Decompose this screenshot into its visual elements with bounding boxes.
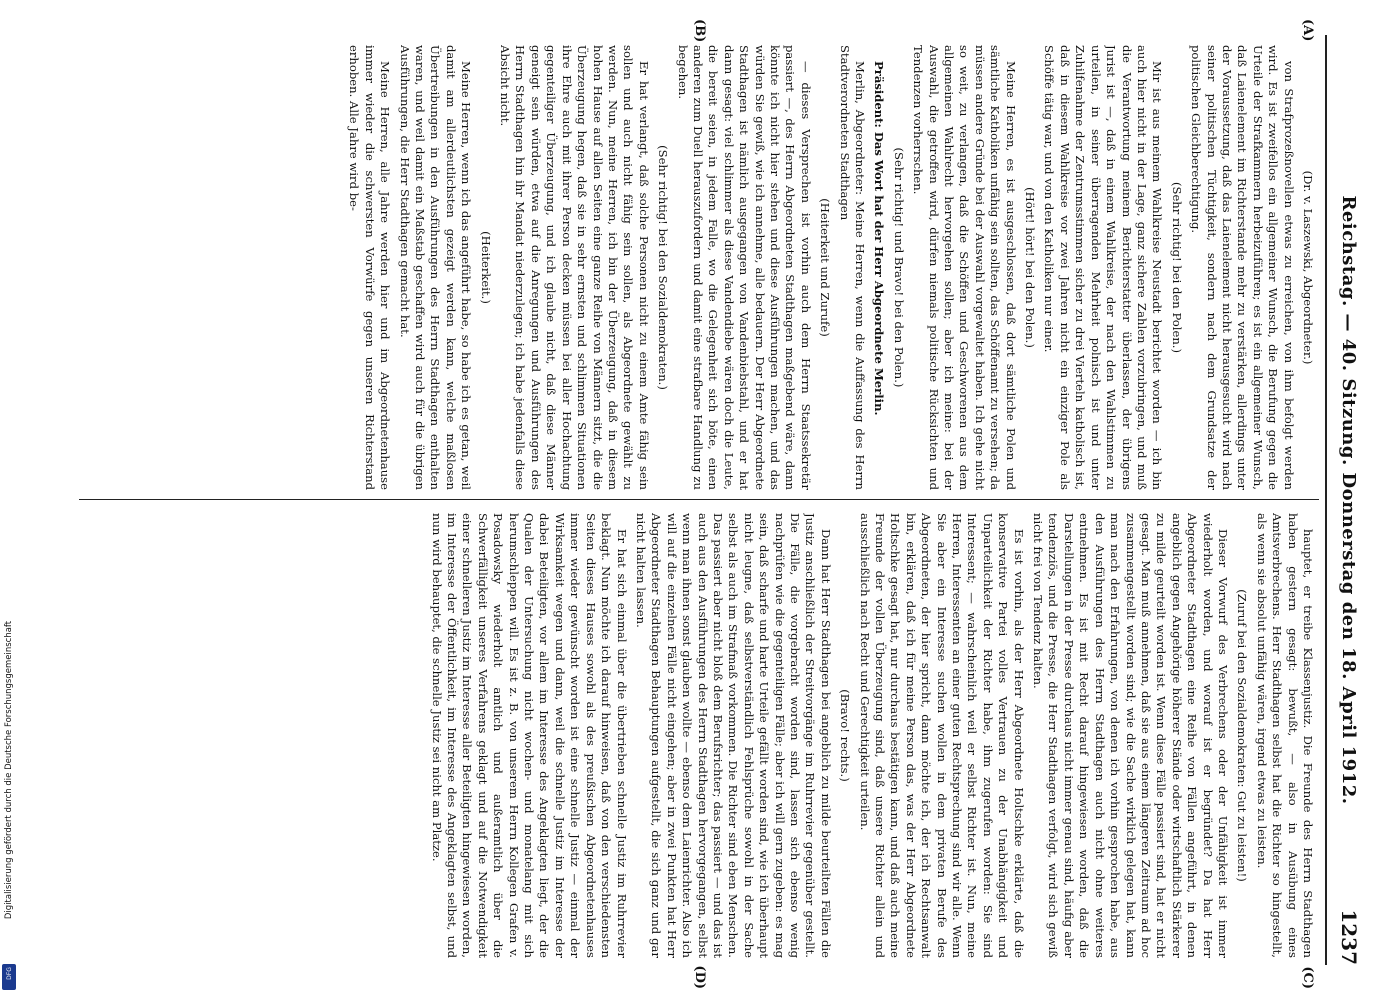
page-number: 1237 xyxy=(1336,909,1361,965)
left-column xyxy=(75,45,1315,490)
paragraph: Er hat sich einmal über die übertrieben schnelle Justiz im Ruhrrevier beklagt. Nun möchte ich darauf hinweisen, daß von den verschiedensten Seiten dieses Hauses sowohl als des preußischen Abgeordnetenhauses immer wieder gewünscht worden ist eine schnelle Justiz — einmal der Wirksamkeit wegen und dann, weil die schnelle Justiz im Interesse der dabei Beteiligten, vor allem im Interesse des Angeklagten liegt, der die Qualen der Untersuchung nicht wochen- und monatelang mit sich herumschleppen will. Es ist z. B. von unserem Herrn Kollegen Grafen v. Posadowsky wiederholt amtlich und außeramtlich über die Schwerfälligkeit unseres Verfahrens geklagt und auf die Notwendigkeit einer schnelleren Justiz im Interesse aller Beteiligten hingewiesen worden, im Interesse der Öffentlichkeit, im Interesse des Angeklagten selbst, und nun wird behauptet, die schnelle Justiz sei nicht am Platze. xyxy=(429,513,629,958)
margin-marker-c: (C) xyxy=(1299,966,1315,989)
column-divider xyxy=(79,499,1319,500)
paragraph: hauptet, er treibe Klassenjustiz. Die Freunde des Herrn Stadthagen haben gestern gesagt: bewußt, — also in Ausübung eines Amtsverbrechens. Herr Stadthagen selbst hat die Richter so hingestellt, als wenn sie absolut unfähig wären, irgend etwas zu leisten. xyxy=(1254,513,1315,958)
interjection: (Hört! hört! bei den Polen.) xyxy=(1022,187,1037,348)
paragraph: Mir ist aus meinem Wahlkreise Neustadt berichtet worden — ich bin auch hier nicht in der Lage, ganz sichere Zahlen vorzubringen, und muß die Verantwortung meinem Berichterstatter überlassen, der übrigens Jurist ist —, daß in einem Wahlkreise, der nach den Wahlstimmen zu urteilen, in seiner überragenden Mehrheit polnisch ist und unter Zuhilfenahme der Zentrumsstimmen sicher zu drei Vierteln katholisch ist, daß in diesem Wahlkreise vor zwei Jahren nicht ein einziger Pole als Schöffe tätig war, und von den Katholiken nur einer. xyxy=(1042,45,1164,490)
paragraph: Meine Herren, wenn ich das angeführt habe, so habe ich es getan, weil damit am allerdeutlichsten gezeigt werden kann, welche maßlosen Übertreibungen in den Ausführungen des Herrn Stadthagen enthalten waren, und weil damit ein Maßstab geschaffen wird auch für die übrigen Ausführungen, die Herr Stadthagen gemacht hat. xyxy=(397,45,473,490)
interjection: (Sehr richtig! bei den Polen.) xyxy=(1169,181,1184,354)
right-column xyxy=(75,513,1315,958)
page-header xyxy=(1327,35,1361,965)
header-title: Reichstag. — 40. Sitzung. Donnerstag den 18. April 1912. xyxy=(1337,195,1359,805)
paragraph: — dieses Versprechen ist vorhin auch dem Herrn Staatssekretär passiert —, des Herrn Abgeordneten Stadthagen maßgebend wäre, dann könnte ich nicht hier stehen und diese Ausführungen machen, und das würden Sie gewiß, wie ich annehme, alle bedauern. Der Herr Abgeordnete Stadthagen ist nämlich ausgegangen von Vandenbiebstahl, und er hat dann gesagt: viel schlimmer als diese Vandendiebe wären doch die Leute, die bereit seien, in jedem Falle, wo die Gelegenheit sich böte, einen anderen zum Duell herauszufordern und damit eine strafbare Handlung zu begehen. xyxy=(675,45,813,490)
logo-label: DFG xyxy=(5,967,13,980)
paragraph: Meine Herren, es ist ausgeschlossen, daß dort sämtliche Polen und sämtliche Katholiken unfähig sein sollten, das Schöffenamt zu versehen; da müssen andere Gründe bei der Auswahl vorgewaltet haben. Ich gehe nicht so weit, zu verlangen, daß die Schöffen und Geschworenen aus dem allgemeinen Wahlrecht hervorgehen sollen; aber ich meine: bei der Auswahl, die getroffen wird, dürfen niemals politische Rücksichten und Tendenzen vorherrschen. xyxy=(910,45,1018,490)
paragraph: Dann hat Herr Stadthagen bei angeblich zu milde beurteilten Fällen die Justiz anschließlich der Streitvorgänge im Ruhrrevier gegenüber gestellt. Die Fälle, die vorgebracht worden sind, lassen sich ebenso wenig nachprüfen wie die gegenteiligen Fälle; aber ich will gern zugeben: es mag sein, daß scharfe und harte Urteile gefällt worden sind, wie ich überhaupt nicht leugne, daß selbstverständlich Fehlsprüche sowohl in der Sache selbst als auch im Strafmaß vorkommen. Die Richter sind eben Menschen. Das passiert aber nicht bloß dem Berufsrichter; das passiert — und das ist auch aus den Ausführungen des Herrn Stadthagen hervorgegangen, selbst wenn man ihnen sonst glauben wollte — ebenso dem Laienrichter. Also ich will auf die einzelnen Fälle nicht eingehen; aber in zwei Punkten hat Herr Abgeordneter Stadthagen Behauptungen aufgestellt, die sich ganz und gar nicht halten lassen. xyxy=(633,513,833,958)
credit-text: Digitalisierung gefördert durch die Deutsche Forschungsgemeinschaft xyxy=(4,620,14,920)
interjection: (Zuruf bei den Sozialdemokraten: Gut zu leisten!) xyxy=(1234,589,1249,882)
interjection: (Heiterkeit.) xyxy=(478,231,493,304)
paragraph: Dieser Vorwurf des Verbrechens oder der Unfähigkeit ist immer wiederholt worden, und worauf ist er begründet? Da hat Herr Abgeordneter Stadthagen eine Reihe von Fällen angeführt, in denen angeblich gegen Angehörige höherer Stände oder wirtschaftlich Stärkerer zu milde geurteilt worden ist. Wenn diese Fälle passiert sind, hat er nicht gesagt. Man muß annehmen, daß sie aus einem längeren Zeitraum ad hoc zusammengestellt worden sind; wie die Sache wirklich gelegen hat, kann man nach den Erfahrungen, von denen ich vorhin gesprochen habe, aus den Ausführungen des Herrn Stadthagen auch nicht ohne weiteres entnehmen. Es ist mit Recht darauf hingewiesen worden, daß die Darstellungen in der Presse durchaus nicht immer genau sind, häufig aber tendenziös, und die Presse, die Herr Stadthagen verfolgt, wird sich gewiß nicht frei von Tendenz halten. xyxy=(1030,513,1230,958)
speaker-note: (Dr. v. Laszewski, Abgeordneter.) xyxy=(1300,170,1315,365)
newspaper-page xyxy=(17,5,1367,995)
paragraph: Merlin, Abgeordneter: Meine Herren, wenn die Auffassung des Herrn Stadtverordneten Stadthagen xyxy=(837,45,867,490)
paragraph: Es ist vorhin, als der Herr Abgeordnete Holtschke erklärte, daß die konservative Partei volles Vertrauen zu der Unabhängigkeit und Unparteilichkeit der Richter habe, ihm zugerufen worden: Sie sind Interessent; — wahrscheinlich weil er selbst Richter ist. Nun, meine Herren, Interessenten an einer guten Rechtsprechung sind wir alle. Wenn Sie aber ein Interesse suchen wollen in dem privaten Berufe des Abgeordneten, der hier spricht, dann möchte ich, der ich Rechtsanwalt bin, erklären, daß ich für meine Person das, was der Herr Abgeordnete Holtschke gesagt hat, nur durchaus bestätigen kann, und daß auch meine Freunde der vollen Überzeugung sind, daß unsere Richter allein und ausschließlich nach Recht und Gerechtigkeit urteilen. xyxy=(857,513,1026,958)
margin-marker-a: (A) xyxy=(1299,19,1315,42)
dfg-logo xyxy=(2,964,16,990)
paragraph: Meine Herren, alle Jahre werden hier und im Abgeordnetenhause immer wieder die schwersten Vorwürfe gegen unseren Richterstand erhoben. Alle Jahre wird be- xyxy=(346,45,392,490)
interjection: (Bravo! rechts.) xyxy=(837,689,852,782)
president-line: Präsident: Das Wort hat der Herr Abgeordnete Merlin. xyxy=(871,61,886,416)
interjection: (Sehr richtig! und Bravo! bei den Polen.) xyxy=(891,147,906,388)
interjection: (Sehr richtig! bei den Sozialdemokraten.) xyxy=(655,145,670,390)
margin-marker-b: (B) xyxy=(691,19,707,43)
header-rule xyxy=(1325,35,1327,965)
margin-marker-d: (D) xyxy=(691,965,707,989)
paragraph: von Strafprozeßnovellen etwas zu erreichen, von ihm befolgt werden wird. Es ist zweifellos ein allgemeiner Wunsch, die Berufung gegen die Urteile der Strafkammern herbeizuführen; es ist ein allgemeiner Wunsch, daß Laienelement im Richterstande mehr zu verstärken, allerdings unter der Voraussetzung, daß das Laienelement nicht herausgesucht wird nach seiner politischen Tüchtigkeit, sondern nach dem Grundsatze der politischen Gleichberechtigung. xyxy=(1188,45,1296,490)
paragraph: Er hat verlangt, daß solche Personen nicht zu einem Amte fähig sein sollen und auch nicht fähig sein sollen, als Abgeordnete gewählt zu werden. Nun, meine Herren, ich bin der Überzeugung, daß in diesem hohen Hause auf allen Seiten eine ganze Reihe von Männern sitzt, die die Überzeugung hegen, daß sie in sehr ernsten und schlimmen Situationen ihre Ehre auch mit ihrer Person decken müssen bei aller Hochachtung gegenteiliger Überzeugung, und ich glaube nicht, daß diese Männer geneigt sein würden, etwa auf die Anregungen und Ausführungen des Herrn Stadthagen hin ihr Mandat niederzulegen; ich habe jedenfalls diese Absicht nicht. xyxy=(497,45,651,490)
interjection: (Heiterkeit und Zurufe) xyxy=(817,198,832,337)
digitization-credit xyxy=(0,560,18,980)
